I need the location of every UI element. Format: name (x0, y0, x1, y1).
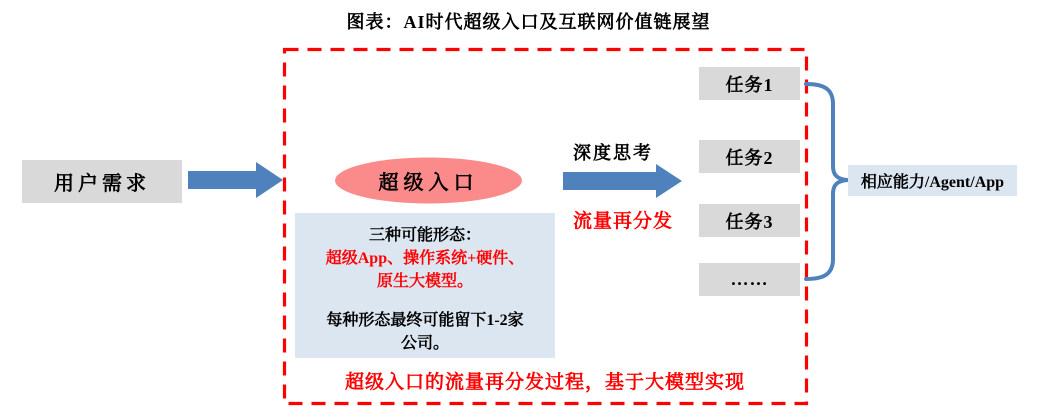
task-box-2 (699, 140, 800, 173)
forms-spacer (295, 293, 555, 309)
super-entry-label: 超级入口 (378, 172, 479, 194)
forms-note-line-2: 公司。 (400, 335, 449, 352)
forms-heading: 三种可能形态： (368, 227, 481, 244)
arrow-user-to-entry-icon (188, 162, 283, 198)
user-demand-box (22, 160, 182, 203)
traffic-redistribution-label: 流量再分发 (573, 211, 674, 232)
footer-note: 超级入口的流量再分发过程，基于大模型实现 (344, 372, 745, 393)
task-ellipsis-label: …… (730, 269, 769, 289)
task-box-3 (699, 204, 800, 237)
forms-red-line-2: 原生大模型。 (376, 273, 473, 290)
task-box-1 (699, 67, 800, 100)
possible-forms-panel (295, 213, 555, 358)
task-1-label: 任务1 (725, 74, 774, 95)
capability-label: 相应能力/Agent/App (860, 174, 1005, 191)
user-demand-label: 用户需求 (54, 173, 150, 195)
tasks-brace-icon (806, 84, 847, 279)
deep-thinking-label: 深度思考 (573, 143, 653, 163)
forms-red-line-1: 超级App、操作系统+硬件、 (325, 250, 525, 267)
capability-box (848, 165, 1017, 196)
task-2-label: 任务2 (725, 147, 774, 168)
task-box-ellipsis (699, 263, 800, 296)
task-3-label: 任务3 (725, 211, 774, 232)
diagram-title: 图表：AI时代超级入口及互联网价值链展望 (346, 12, 711, 32)
forms-note-line-1: 每种形态最终可能留下1-2家 (326, 312, 524, 329)
arrow-entry-to-tasks-icon (563, 164, 682, 198)
